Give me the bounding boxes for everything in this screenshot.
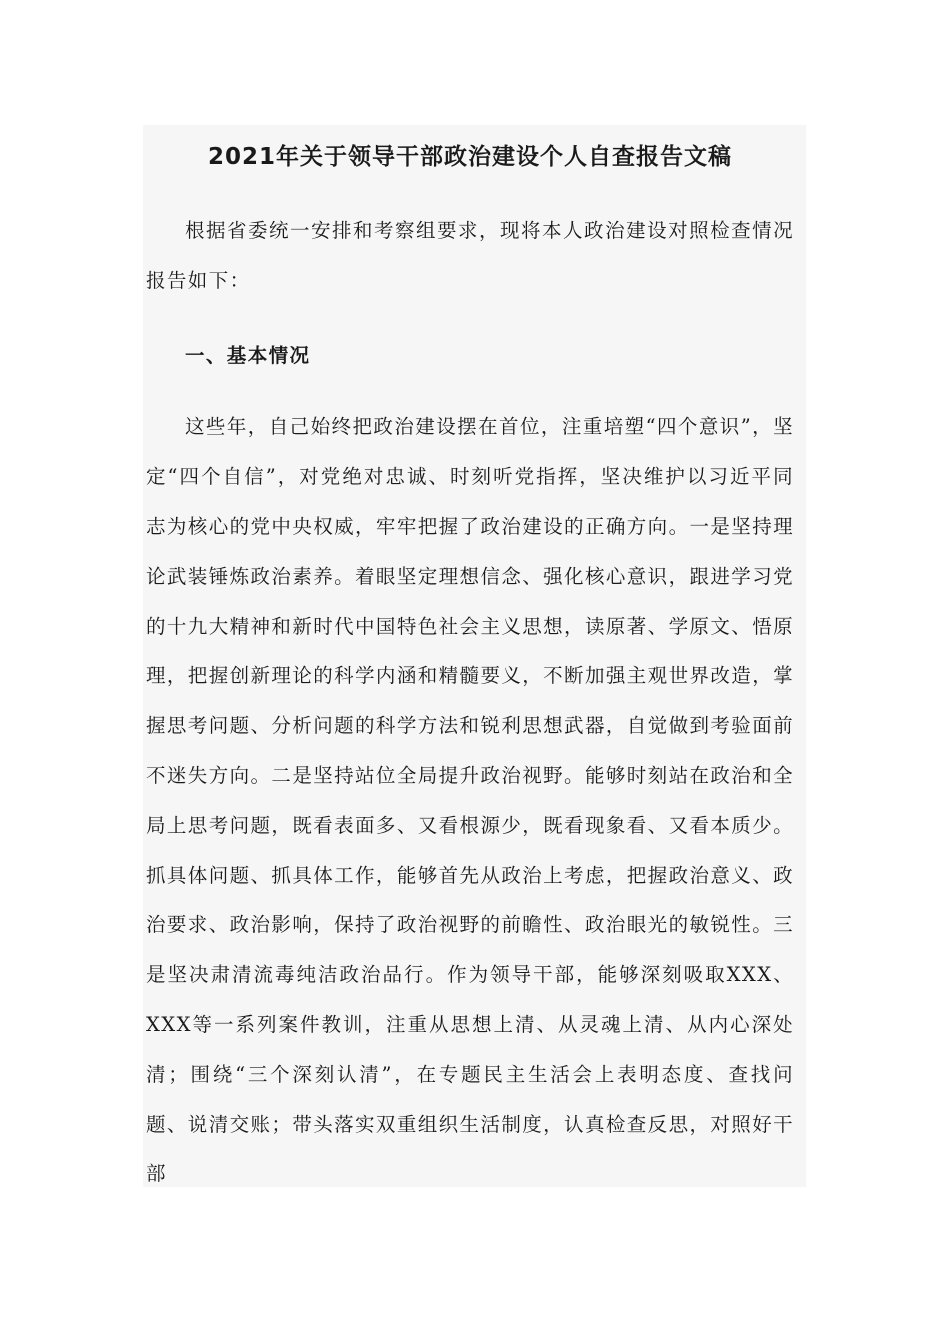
document-content xyxy=(146,125,794,1187)
document-title: 2021年关于领导干部政治建设个人自查报告文稿 xyxy=(207,144,732,170)
intro-paragraph: 根据省委统一安排和考察组要求，现将本人政治建设对照检查情况报告如下： xyxy=(146,219,794,292)
section-heading: 一、基本情况 xyxy=(185,343,311,367)
body-paragraph: 这些年，自己始终把政治建设摆在首位，注重培塑“四个意识”，坚定“四个自信”，对党绝对忠诚、时刻听党指挥，坚决维护以习近平同志为核心的党中央权威，牢牢把握了政治建设的正确方向。一是坚持理论武装锤炼政治素养。着眼坚定理想信念、强化核心意识，跟进学习党的十九大精神和新时代中国特色社会主义思想，读原著、学原文、悟原理，把握创新理论的科学内涵和精髓要义，不断加强主观世界改造，掌握思考问题、分析问题的科学方法和锐利思想武器，自觉做到考验面前不迷失方向。二是坚持站位全局提升政治视野。能够时刻站在政治和全局上思考问题，既看表面多、又看根源少，既看现象看、又看本质少。抓具体问题、抓具体工作，能够首先从政治上考虑，把握政治意义、政治要求、政治影响，保持了政治视野的前瞻性、政治眼光的敏锐性。三是坚决肃清流毒纯洁政治品行。作为领导干部，能够深刻吸取XXX、XXX等一系列案件教训，注重从思想上清、从灵魂上清、从内心深处清；围绕“三个深刻认清”，在专题民主生活会上表明态度、查找问题、说清交账；带头落实双重组织生活制度，认真检查反思，对照好干部 xyxy=(146,415,794,1186)
document-page xyxy=(143,125,806,1187)
